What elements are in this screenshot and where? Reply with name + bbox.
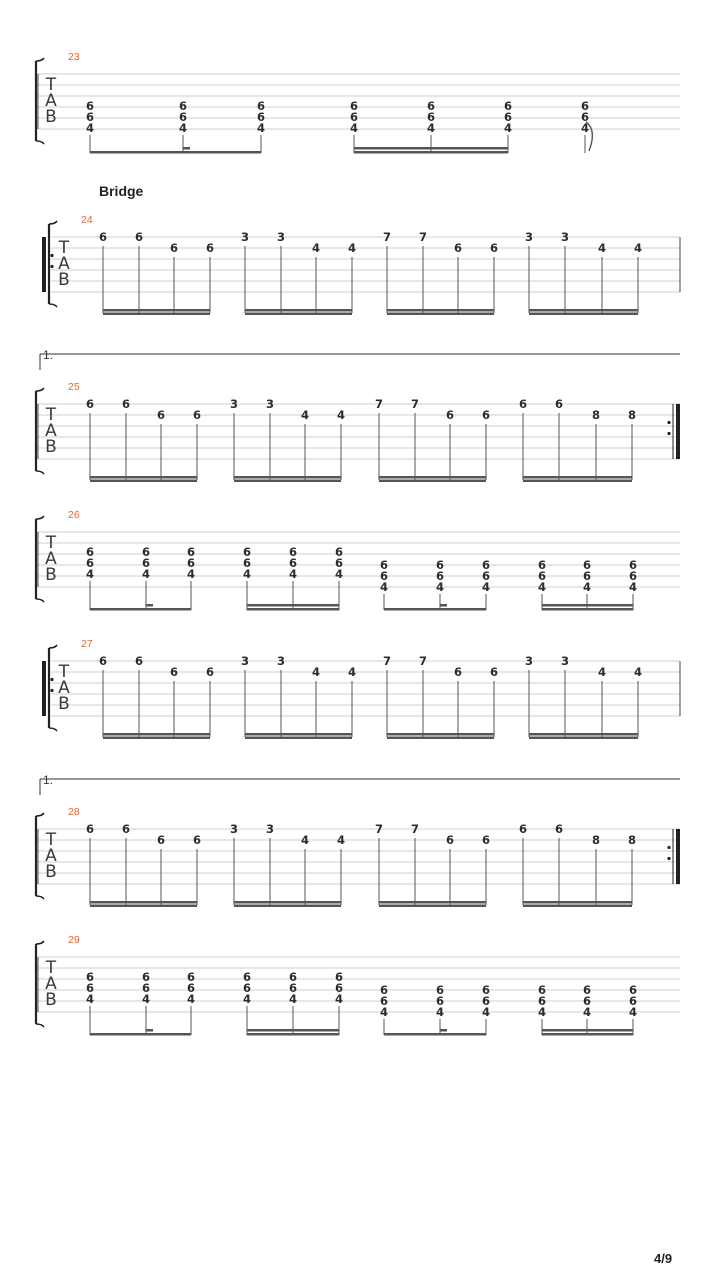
system-27-fret-number: 7: [382, 654, 392, 668]
page-number: 4/9: [654, 1251, 673, 1266]
system-27-beam: [103, 733, 210, 736]
section-label-bridge: Bridge: [99, 183, 144, 199]
system-28-fret-number: 7: [374, 822, 384, 836]
system-25-tab-clef-t: T: [45, 405, 57, 425]
system-27-tab-clef-a: A: [58, 678, 70, 698]
system-29-fret-number: 4: [288, 992, 298, 1006]
system-25-beam: [379, 480, 486, 483]
system-29-fret-number: 6: [481, 983, 491, 997]
system-25-beam: [234, 476, 341, 479]
system-26-fret-number: 4: [379, 580, 389, 594]
system-27-fret-number: 4: [633, 665, 643, 679]
system-29-beam: [384, 1033, 486, 1036]
system-23-fret-number: 6: [503, 99, 513, 113]
system-23-fret-number: 6: [85, 110, 95, 124]
system-24-fret-number: 7: [418, 230, 428, 244]
system-29-fret-number: 4: [537, 1005, 547, 1019]
system-25-fret-number: 6: [156, 408, 166, 422]
system-26-fret-number: 4: [186, 567, 196, 581]
system-29-fret-number: 6: [435, 983, 445, 997]
system-28-tab-clef-a: A: [45, 846, 57, 866]
system-26-beam: [384, 608, 486, 611]
system-26-fret-number: 4: [537, 580, 547, 594]
system-27-fret-number: 4: [597, 665, 607, 679]
system-24-beam: [387, 313, 494, 316]
system-24-fret-number: 3: [560, 230, 570, 244]
system-25-tab-clef-a: A: [45, 421, 57, 441]
system-26-fret-number: 4: [85, 567, 95, 581]
system-25-measure-number: 25: [68, 381, 80, 393]
system-28-volta-label: 1.: [43, 773, 54, 787]
system-26-fret-number: 6: [628, 569, 638, 583]
system-29-fret-number: 4: [435, 1005, 445, 1019]
system-24-fret-number: 3: [240, 230, 250, 244]
system-28-beam: [379, 901, 486, 904]
system-24-fret-number: 6: [169, 241, 179, 255]
system-29-fret-number: 6: [85, 981, 95, 995]
system-28-fret-number: 3: [229, 822, 239, 836]
system-29-fret-number: 6: [288, 981, 298, 995]
system-26-tab-clef-t: T: [45, 533, 57, 553]
system-26-fret-number: 6: [288, 556, 298, 570]
system-27-fret-number: 3: [524, 654, 534, 668]
system-27-fret-number: 4: [347, 665, 357, 679]
system-25-beam: [234, 480, 341, 483]
system-26-fret-number: 6: [582, 569, 592, 583]
system-23-fret-number: 6: [580, 110, 590, 124]
system-24-fret-number: 3: [276, 230, 286, 244]
system-29-bracket-bottom-hook: [36, 1024, 44, 1027]
system-25-fret-number: 4: [300, 408, 310, 422]
system-26-fret-number: 4: [582, 580, 592, 594]
system-26-fret-number: 4: [141, 567, 151, 581]
system-27-bracket-top-hook: [49, 645, 57, 648]
system-28-beam: [379, 905, 486, 908]
system-27-fret-number: 3: [560, 654, 570, 668]
system-25-fret-number: 3: [229, 397, 239, 411]
system-27-beam: [245, 733, 352, 736]
system-29-fret-number: 4: [628, 1005, 638, 1019]
system-29-fret-number: 6: [242, 981, 252, 995]
system-29-fret-number: 4: [334, 992, 344, 1006]
system-24-fret-number: 6: [205, 241, 215, 255]
system-29-fret-number: 6: [186, 970, 196, 984]
system-28-beam: [90, 901, 197, 904]
system-26-fret-number: 6: [242, 556, 252, 570]
system-29-fret-number: 6: [85, 970, 95, 984]
system-23-tab-clef-b: B: [45, 107, 57, 127]
system-28-fret-number: 6: [156, 833, 166, 847]
system-24-fret-number: 6: [489, 241, 499, 255]
system-27-repeat-start-thick-bar: [42, 661, 46, 716]
system-24-repeat-dot: [50, 254, 53, 257]
system-24-fret-number: 4: [597, 241, 607, 255]
system-29-fret-number: 4: [242, 992, 252, 1006]
system-24-fret-number: 6: [98, 230, 108, 244]
system-26-tab-clef-b: B: [45, 565, 57, 585]
system-23-tab-clef-a: A: [45, 91, 57, 111]
system-23-fret-number: 6: [580, 99, 590, 113]
system-28-fret-number: 6: [85, 822, 95, 836]
system-25-fret-number: 6: [554, 397, 564, 411]
system-28-fret-number: 8: [591, 833, 601, 847]
system-24-beam: [103, 313, 210, 316]
system-29-beam: [247, 1029, 339, 1032]
system-27-fret-number: 6: [453, 665, 463, 679]
system-29-bracket-top-hook: [36, 941, 44, 944]
system-29-fret-number: 6: [186, 981, 196, 995]
system-29-fret-number: 6: [288, 970, 298, 984]
system-26-fret-number: 6: [141, 556, 151, 570]
system-27-tab-clef-t: T: [58, 662, 70, 682]
system-29-fret-number: 6: [379, 994, 389, 1008]
system-29-fret-number: 4: [379, 1005, 389, 1019]
system-26-fret-number: 6: [186, 545, 196, 559]
system-26-beam-partial: [440, 604, 447, 607]
system-26-tab-clef-a: A: [45, 549, 57, 569]
system-24-fret-number: 6: [134, 230, 144, 244]
system-29-beam-partial: [146, 1029, 153, 1032]
system-29-fret-number: 6: [435, 994, 445, 1008]
system-25-bracket-top-hook: [36, 388, 44, 391]
system-26-fret-number: 4: [481, 580, 491, 594]
system-26-beam: [542, 604, 633, 607]
system-28-measure-number: 28: [68, 806, 80, 818]
system-26-bracket-top-hook: [36, 516, 44, 519]
system-26-fret-number: 6: [435, 569, 445, 583]
system-28-fret-number: 6: [445, 833, 455, 847]
system-23-beam: [354, 151, 508, 154]
system-29-fret-number: 6: [334, 981, 344, 995]
system-23-fret-number: 4: [349, 121, 359, 135]
system-24-tab-clef-b: B: [58, 270, 70, 290]
system-23-beam: [90, 151, 261, 154]
system-27-fret-number: 6: [98, 654, 108, 668]
system-26-fret-number: 4: [288, 567, 298, 581]
system-26-beam: [90, 608, 191, 611]
system-27-fret-number: 6: [169, 665, 179, 679]
system-23-fret-number: 6: [256, 99, 266, 113]
system-26-beam: [247, 608, 339, 611]
system-29-tab-clef-b: B: [45, 990, 57, 1010]
system-25-fret-number: 6: [481, 408, 491, 422]
system-25-fret-number: 6: [85, 397, 95, 411]
system-26-fret-number: 6: [537, 558, 547, 572]
system-24-tab-clef-a: A: [58, 254, 70, 274]
system-25-beam: [523, 480, 632, 483]
system-29-beam: [542, 1033, 633, 1036]
system-28-fret-number: 4: [336, 833, 346, 847]
system-26-fret-number: 4: [435, 580, 445, 594]
system-28-bracket-top-hook: [36, 813, 44, 816]
system-27-fret-number: 6: [489, 665, 499, 679]
system-26-fret-number: 6: [582, 558, 592, 572]
system-27-bracket-bottom-hook: [49, 728, 57, 731]
system-29-fret-number: 6: [481, 994, 491, 1008]
system-29-fret-number: 4: [186, 992, 196, 1006]
system-25-repeat-end-thick-bar: [676, 404, 680, 459]
system-27-beam: [103, 737, 210, 740]
system-23-fret-number: 6: [503, 110, 513, 124]
system-28-tab-clef-b: B: [45, 862, 57, 882]
system-23-fret-number: 6: [178, 110, 188, 124]
system-29-tab-clef-t: T: [45, 958, 57, 978]
system-28-tab-clef-t: T: [45, 830, 57, 850]
system-23-fret-number: 6: [349, 99, 359, 113]
system-28-fret-number: 4: [300, 833, 310, 847]
system-28-fret-number: 8: [627, 833, 637, 847]
system-28-fret-number: 6: [192, 833, 202, 847]
system-23-fret-number: 4: [85, 121, 95, 135]
system-29-beam: [247, 1033, 339, 1036]
system-26-fret-number: 6: [334, 556, 344, 570]
system-29-fret-number: 6: [582, 994, 592, 1008]
system-23-fret-number: 6: [85, 99, 95, 113]
system-26-fret-number: 6: [379, 569, 389, 583]
system-26-fret-number: 6: [85, 545, 95, 559]
system-28-beam: [90, 905, 197, 908]
system-26-bracket-bottom-hook: [36, 599, 44, 602]
system-23-fret-number: 4: [426, 121, 436, 135]
system-24-fret-number: 6: [453, 241, 463, 255]
system-25-fret-number: 6: [121, 397, 131, 411]
system-24-beam: [387, 309, 494, 312]
system-23-measure-number: 23: [68, 51, 80, 63]
system-24-bracket-bottom-hook: [49, 304, 57, 307]
system-26-fret-number: 4: [628, 580, 638, 594]
system-28-fret-number: 3: [265, 822, 275, 836]
system-28-repeat-end-thick-bar: [676, 829, 680, 884]
system-25-fret-number: 6: [445, 408, 455, 422]
system-23-fret-number: 4: [178, 121, 188, 135]
system-23-bracket-top-hook: [36, 58, 44, 61]
system-25-repeat-dot: [667, 432, 670, 435]
system-25-beam: [379, 476, 486, 479]
system-24-fret-number: 4: [633, 241, 643, 255]
system-26-fret-number: 6: [242, 545, 252, 559]
system-24-beam: [103, 309, 210, 312]
system-23-fret-number: 6: [426, 99, 436, 113]
system-26-fret-number: 6: [481, 569, 491, 583]
system-25-fret-number: 3: [265, 397, 275, 411]
system-29-fret-number: 6: [537, 983, 547, 997]
system-28-repeat-dot: [667, 857, 670, 860]
system-28-repeat-dot: [667, 846, 670, 849]
system-29-tab-clef-a: A: [45, 974, 57, 994]
system-29-beam-partial: [440, 1029, 447, 1032]
system-24-measure-number: 24: [81, 214, 93, 226]
system-26-fret-number: 6: [85, 556, 95, 570]
system-23-fret-number: 6: [349, 110, 359, 124]
system-28-fret-number: 6: [518, 822, 528, 836]
system-26-fret-number: 6: [379, 558, 389, 572]
system-24-beam: [245, 309, 352, 312]
system-24-beam: [529, 309, 638, 312]
system-24-fret-number: 4: [311, 241, 321, 255]
system-26-fret-number: 6: [288, 545, 298, 559]
system-27-beam: [529, 737, 638, 740]
system-29-fret-number: 4: [582, 1005, 592, 1019]
system-28-fret-number: 6: [121, 822, 131, 836]
system-29-fret-number: 4: [141, 992, 151, 1006]
system-25-beam: [523, 476, 632, 479]
system-26-fret-number: 6: [481, 558, 491, 572]
system-23-fret-number: 4: [503, 121, 513, 135]
system-29-beam: [90, 1033, 191, 1036]
system-24-repeat-dot: [50, 265, 53, 268]
system-27-fret-number: 3: [276, 654, 286, 668]
system-23-fret-number: 6: [256, 110, 266, 124]
system-26-measure-number: 26: [68, 509, 80, 521]
system-29-fret-number: 4: [481, 1005, 491, 1019]
system-25-repeat-dot: [667, 421, 670, 424]
system-28-beam: [234, 905, 341, 908]
system-27-beam: [387, 737, 494, 740]
system-23-bracket-bottom-hook: [36, 141, 44, 144]
system-28-bracket-bottom-hook: [36, 896, 44, 899]
system-29-fret-number: 6: [537, 994, 547, 1008]
system-26-fret-number: 6: [334, 545, 344, 559]
system-29-fret-number: 6: [141, 970, 151, 984]
system-24-fret-number: 4: [347, 241, 357, 255]
system-25-bracket-bottom-hook: [36, 471, 44, 474]
system-27-tab-clef-b: B: [58, 694, 70, 714]
system-27-fret-number: 7: [418, 654, 428, 668]
system-25-fret-number: 8: [591, 408, 601, 422]
system-25-fret-number: 4: [336, 408, 346, 422]
system-25-volta-label: 1.: [43, 348, 54, 362]
notation-layer: [36, 58, 680, 1036]
system-29-fret-number: 6: [628, 983, 638, 997]
system-26-fret-number: 4: [334, 567, 344, 581]
system-24-bracket-top-hook: [49, 221, 57, 224]
system-27-beam: [245, 737, 352, 740]
system-29-fret-number: 6: [582, 983, 592, 997]
system-29-measure-number: 29: [68, 934, 80, 946]
system-24-fret-number: 3: [524, 230, 534, 244]
system-26-beam: [542, 608, 633, 611]
system-29-fret-number: 6: [242, 970, 252, 984]
system-27-fret-number: 6: [134, 654, 144, 668]
system-28-beam: [234, 901, 341, 904]
system-26-fret-number: 6: [141, 545, 151, 559]
system-28-fret-number: 6: [481, 833, 491, 847]
system-23-beam-partial: [183, 147, 190, 150]
staff-lines-layer: [38, 74, 680, 1012]
system-25-tab-clef-b: B: [45, 437, 57, 457]
system-24-fret-number: 7: [382, 230, 392, 244]
system-23-fret-number: 6: [426, 110, 436, 124]
system-23-beam: [354, 147, 508, 150]
system-25-fret-number: 7: [410, 397, 420, 411]
system-29-fret-number: 6: [334, 970, 344, 984]
system-25-fret-number: 7: [374, 397, 384, 411]
system-23-fret-number: 4: [580, 121, 590, 135]
system-27-repeat-dot: [50, 678, 53, 681]
system-24-beam: [529, 313, 638, 316]
system-29-beam: [542, 1029, 633, 1032]
system-26-fret-number: 6: [186, 556, 196, 570]
system-26-beam-partial: [146, 604, 153, 607]
system-25-fret-number: 6: [192, 408, 202, 422]
system-25-beam: [90, 480, 197, 483]
system-24-beam: [245, 313, 352, 316]
system-26-fret-number: 6: [537, 569, 547, 583]
system-24-repeat-start-thick-bar: [42, 237, 46, 292]
system-27-fret-number: 4: [311, 665, 321, 679]
system-23-tab-clef-t: T: [45, 75, 57, 95]
system-27-beam: [387, 733, 494, 736]
system-27-measure-number: 27: [81, 638, 93, 650]
system-26-fret-number: 6: [435, 558, 445, 572]
system-29-fret-number: 6: [628, 994, 638, 1008]
system-27-fret-number: 3: [240, 654, 250, 668]
system-26-beam: [247, 604, 339, 607]
system-27-repeat-dot: [50, 689, 53, 692]
system-26-fret-number: 6: [628, 558, 638, 572]
system-27-fret-number: 6: [205, 665, 215, 679]
text-layer: [43, 51, 672, 1266]
system-29-fret-number: 6: [379, 983, 389, 997]
system-26-fret-number: 4: [242, 567, 252, 581]
system-23-fret-number: 6: [178, 99, 188, 113]
system-25-beam: [90, 476, 197, 479]
system-28-beam: [523, 901, 632, 904]
system-29-fret-number: 4: [85, 992, 95, 1006]
system-24-tab-clef-t: T: [58, 238, 70, 258]
system-28-fret-number: 6: [554, 822, 564, 836]
system-25-fret-number: 6: [518, 397, 528, 411]
system-29-fret-number: 6: [141, 981, 151, 995]
system-25-fret-number: 8: [627, 408, 637, 422]
system-23-fret-number: 4: [256, 121, 266, 135]
system-27-beam: [529, 733, 638, 736]
system-28-fret-number: 7: [410, 822, 420, 836]
system-28-beam: [523, 905, 632, 908]
